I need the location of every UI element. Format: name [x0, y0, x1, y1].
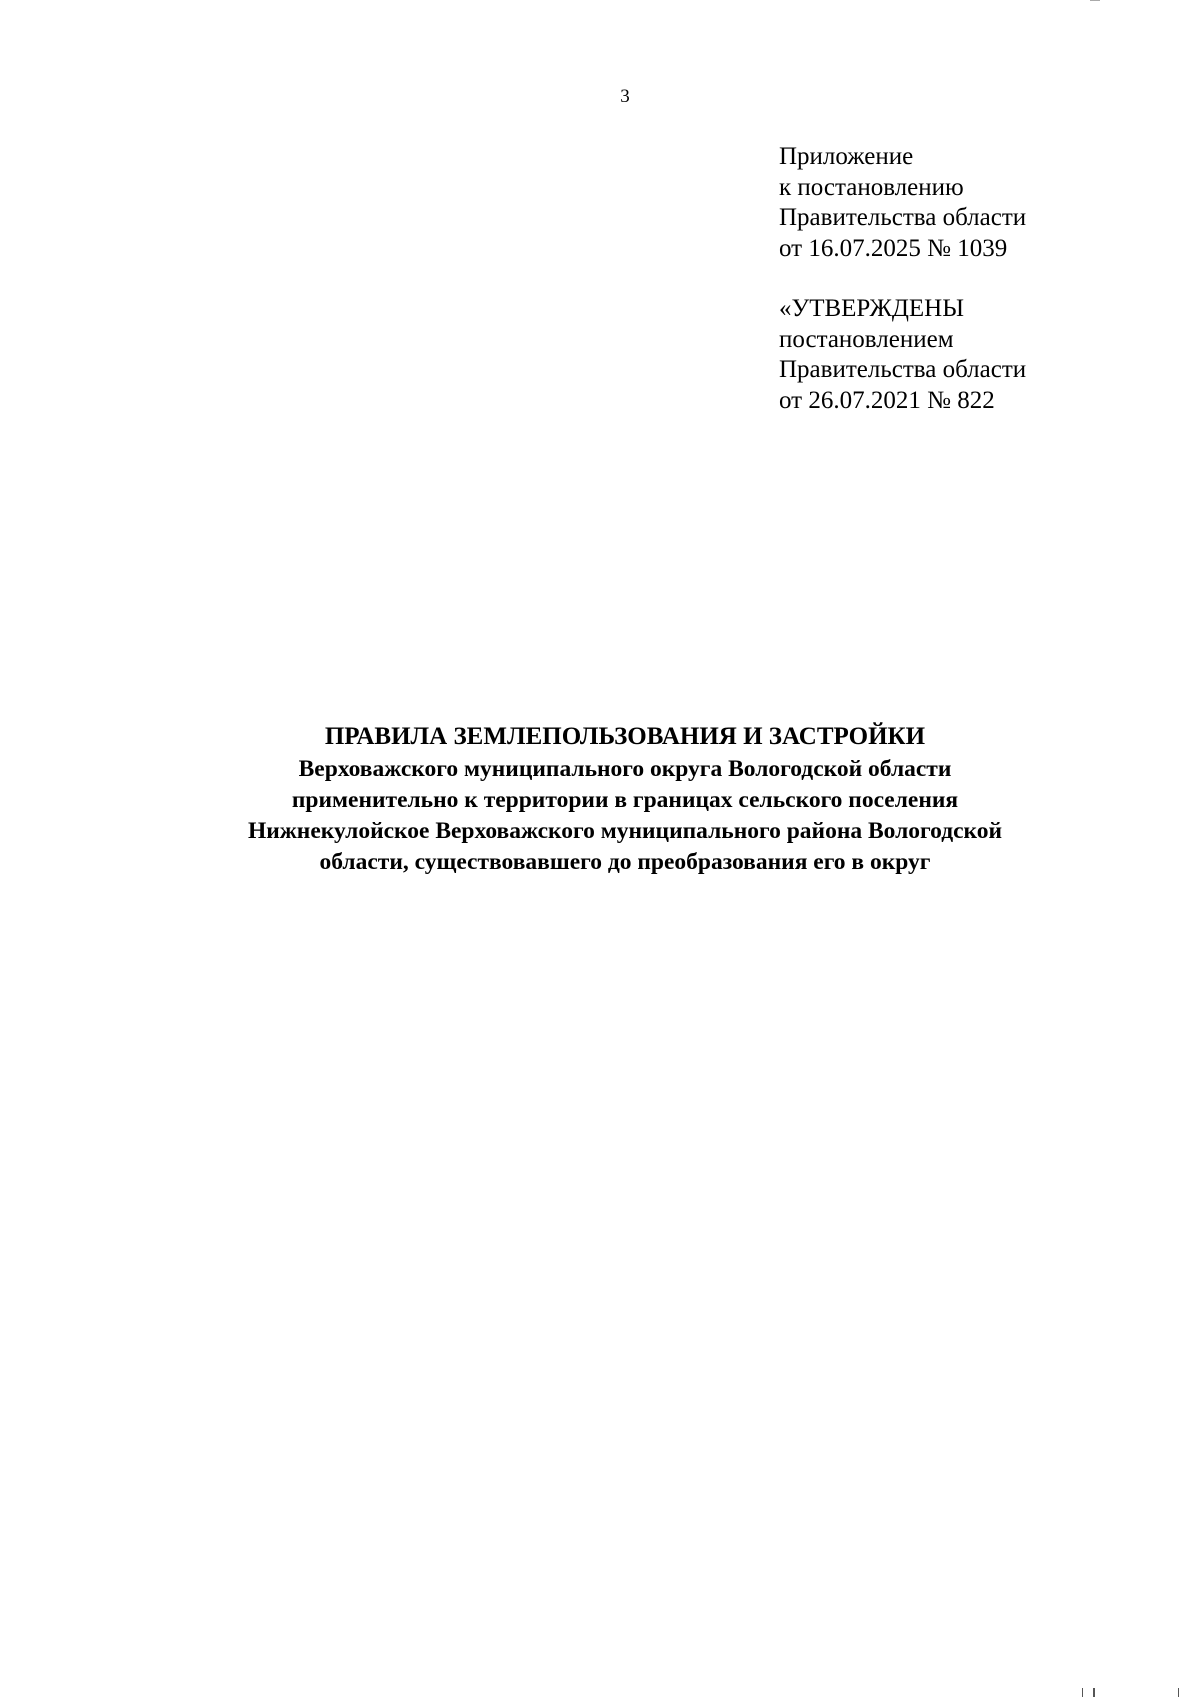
document-subtitle-line: Нижнекулойское Верховажского муниципального района Вологодской [247, 818, 1003, 844]
document-subtitle-line: Верховажского муниципального округа Вологодской области [298, 756, 952, 782]
document-title: ПРАВИЛА ЗЕМЛЕПОЛЬЗОВАНИЯ И ЗАСТРОЙКИ [324, 723, 926, 750]
scan-artifact [1082, 1688, 1083, 1697]
document-title-block [150, 720, 1100, 878]
approval-line: Правительства области [779, 356, 1027, 383]
approval-line: от 26.07.2021 № 822 [779, 386, 995, 414]
annex-line: Правительства области [779, 204, 1027, 231]
approval-line: «УТВЕРЖДЕНЫ [779, 295, 965, 322]
annex-line: от 16.07.2025 № 1039 [779, 234, 1008, 262]
annex-line: к постановлению [779, 173, 964, 201]
annex-reference-block [779, 142, 1026, 264]
annex-line: Приложение [779, 143, 914, 170]
approval-line: постановлением [779, 325, 954, 353]
approval-stamp-block [779, 294, 1026, 416]
scan-artifact [1093, 1688, 1095, 1697]
document-subtitle-line: области, существовавшего до преобразования его в округ [319, 849, 931, 875]
page-number: 3 [620, 86, 630, 107]
scan-artifact [1178, 1688, 1179, 1697]
scan-artifact [1090, 0, 1100, 1]
document-subtitle-line: применительно к территории в границах сельского поселения [291, 787, 959, 813]
